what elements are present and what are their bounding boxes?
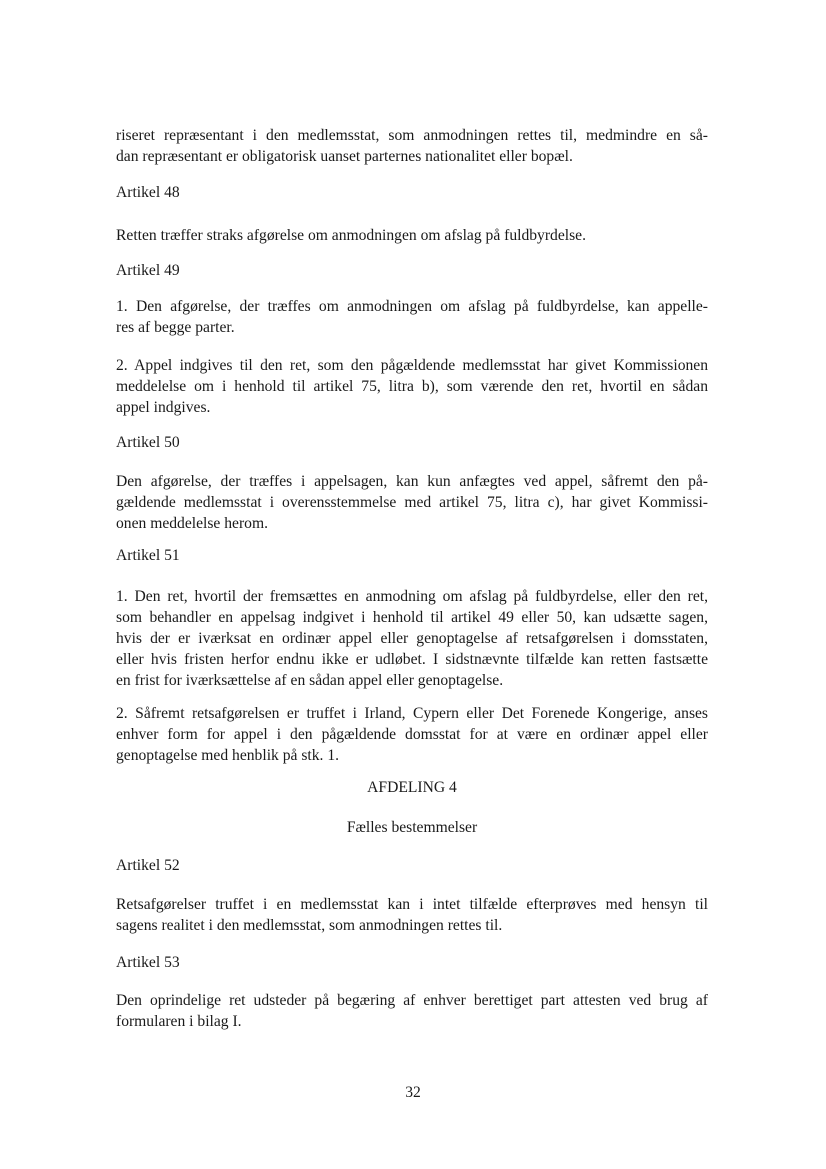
text-line: 1. Den ret, hvortil der fremsættes en anmodning om afslag på fuldbyrdelse, eller den ret, (116, 588, 708, 605)
article-50-paragraph (116, 471, 708, 534)
text-line: res af begge parter. (116, 319, 235, 336)
article-51-heading: Artikel 51 (116, 547, 180, 564)
text-line: sagens realitet i den medlemsstat, som anmodningen rettes til. (116, 917, 503, 934)
text-line: en frist for iværksættelse af en sådan appel eller genoptagelse. (116, 672, 504, 689)
text-line: Den oprindelige ret udsteder på begæring af enhver berettiget part attesten ved brug af (116, 992, 708, 1009)
article-50-heading: Artikel 50 (116, 434, 180, 451)
article-52-paragraph (116, 894, 708, 936)
article-52-heading: Artikel 52 (116, 857, 180, 874)
paragraph-continuation (116, 125, 708, 167)
text-line: riseret repræsentant i den medlemsstat, som anmodningen rettes til, medmindre en så- (116, 127, 708, 144)
text-line: onen meddelelse herom. (116, 515, 268, 532)
text-line: formularen i bilag I. (116, 1013, 242, 1030)
section-heading: AFDELING 4 (367, 779, 457, 796)
article-48-heading: Artikel 48 (116, 184, 180, 201)
text-line: enhver form for appel i den pågældende domsstat for at være en ordinær appel eller (116, 726, 708, 743)
text-line: 1. Den afgørelse, der træffes om anmodningen om afslag på fuldbyrdelse, kan appelle- (116, 298, 708, 315)
text-line: 2. Såfremt retsafgørelsen er truffet i Irland, Cypern eller Det Forenede Kongerige, anses (116, 705, 708, 722)
article-53-paragraph (116, 990, 708, 1032)
text-line: genoptagelse med henblik på stk. 1. (116, 747, 340, 764)
text-line: meddelelse om i henhold til artikel 75, litra b), som værende den ret, hvortil en sådan (116, 378, 708, 395)
article-48-paragraph: Retten træffer straks afgørelse om anmodningen om afslag på fuldbyrdelse. (116, 227, 586, 244)
section-subheading: Fælles bestemmelser (346, 819, 478, 836)
text-line: hvis der er iværksat en ordinær appel eller genoptagelse af retsafgørelsen i domsstaten, (116, 630, 708, 647)
article-49-paragraph-2 (116, 355, 708, 418)
article-53-heading: Artikel 53 (116, 954, 180, 971)
article-51-paragraph-1 (116, 586, 708, 691)
page-number: 32 (405, 1084, 421, 1101)
article-49-heading: Artikel 49 (116, 262, 180, 279)
text-line: som behandler en appelsag indgivet i henhold til artikel 49 eller 50, kan udsætte sagen, (116, 609, 708, 626)
article-51-paragraph-2 (116, 703, 708, 766)
text-line: Retsafgørelser truffet i en medlemsstat kan i intet tilfælde efterprøves med hensyn til (116, 896, 708, 913)
text-line: 2. Appel indgives til den ret, som den pågældende medlemsstat har givet Kommissionen (116, 357, 708, 374)
text-line: Den afgørelse, der træffes i appelsagen, kan kun anfægtes ved appel, såfremt den på- (116, 473, 708, 490)
text-line: gældende medlemsstat i overensstemmelse med artikel 75, litra c), har givet Kommissi- (116, 494, 708, 511)
article-49-paragraph-1 (116, 296, 708, 338)
text-line: dan repræsentant er obligatorisk uanset parternes nationalitet eller bopæl. (116, 148, 573, 165)
text-line: appel indgives. (116, 399, 211, 416)
text-line: eller hvis fristen herfor endnu ikke er udløbet. I sidstnævnte tilfælde kan retten fastsætte (116, 651, 708, 668)
